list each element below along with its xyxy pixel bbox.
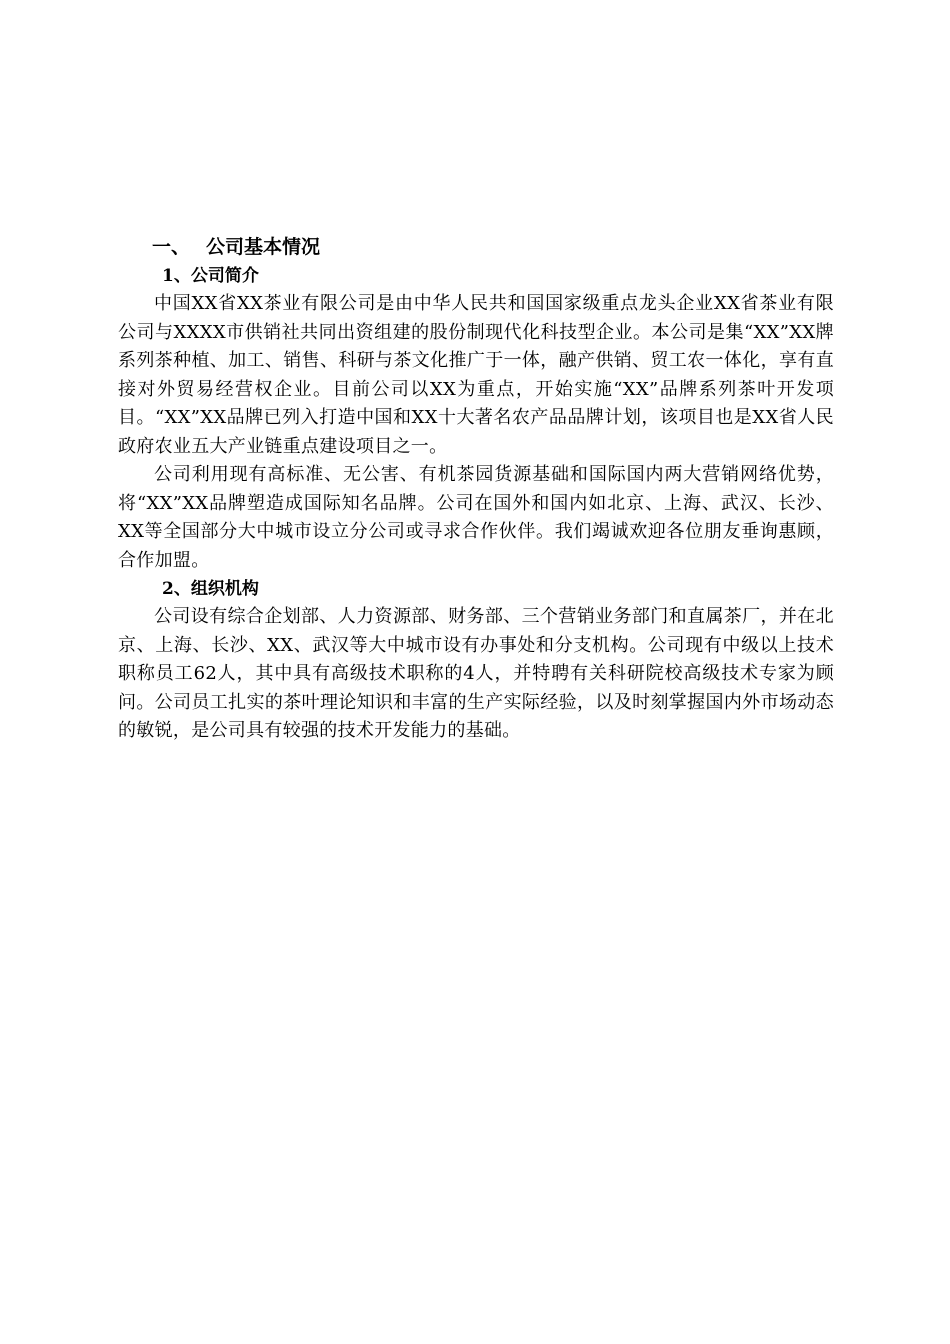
document-body bbox=[118, 232, 834, 746]
paragraph-company-profile-1: 中国XX省XX茶业有限公司是由中华人民共和国国家级重点龙头企业XX省茶业有限公司与XXXX市供销社共同出资组建的股份制现代化科技型企业。本公司是集“XX”XX牌系列茶种植、加工、销售、科研与茶文化推广于一体，融产供销、贸工农一体化，享有直接对外贸易经营权企业。目前公司以XX为重点，开始实施“XX”品牌系列茶叶开发项目。“XX”XX品牌已列入打造中国和XX十大著名农产品品牌计划，该项目也是XX省人民政府农业五大产业链重点建设项目之一。 bbox=[118, 293, 834, 457]
paragraph-company-profile-2: 公司利用现有高标准、无公害、有机茶园货源基础和国际国内两大营销网络优势，将“XX”XX品牌塑造成国际知名品牌。公司在国外和国内如北京、上海、武汉、长沙、XX等全国部分大中城市设立分公司或寻求合作伙伴。我们竭诚欢迎各位朋友垂询惠顾，合作加盟。 bbox=[118, 464, 834, 571]
section-heading bbox=[152, 232, 834, 262]
paragraph-organization-1: 公司设有综合企划部、人力资源部、财务部、三个营销业务部门和直属茶厂，并在北京、上海、长沙、XX、武汉等大中城市设有办事处和分支机构。公司现有中级以上技术职称员工62人，其中具有高级技术职称的4人，并特聘有关科研院校高级技术专家为顾问。公司员工扎实的茶叶理论知识和丰富的生产实际经验，以及时刻掌握国内外市场动态的敏锐，是公司具有较强的技术开发能力的基础。 bbox=[118, 606, 834, 741]
subsection-heading-company-profile: 1、公司简介 bbox=[162, 266, 259, 286]
section-title: 公司基本情况 bbox=[206, 236, 321, 258]
subsection-heading-organization: 2、组织机构 bbox=[162, 579, 259, 599]
section-number: 一、 bbox=[152, 236, 191, 258]
